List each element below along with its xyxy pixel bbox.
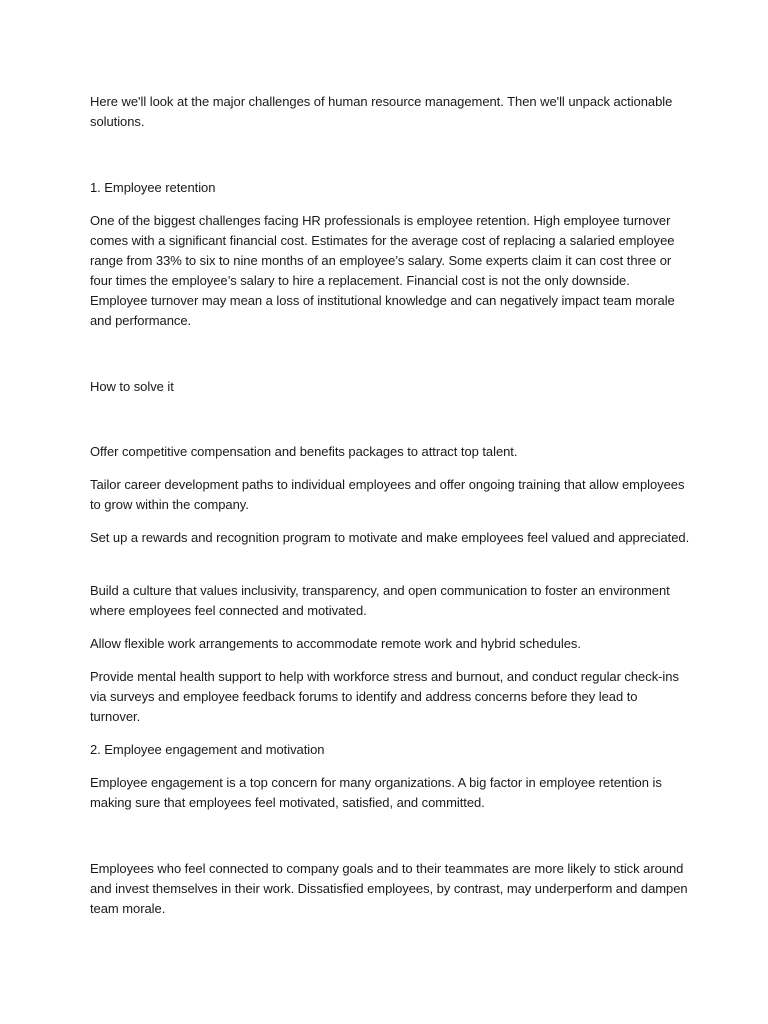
solution-item: Build a culture that values inclusivity, transparency, and open communication to foster an environment where employees feel connected and motivated. (90, 583, 670, 618)
solution-item: Allow flexible work arrangements to accommodate remote work and hybrid schedules. (90, 636, 581, 651)
solution-item: Provide mental health support to help with workforce stress and burnout, and conduct regular check-ins via surveys and employee feedback forums to identify and address concerns before they lead to turnover. (90, 669, 679, 724)
how-to-solve-heading: How to solve it (90, 379, 174, 394)
engagement-paragraph-1: Employee engagement is a top concern for many organizations. A big factor in employee retention is making sure that employees feel motivated, satisfied, and committed. (90, 775, 662, 810)
intro-paragraph: Here we'll look at the major challenges of human resource management. Then we'll unpack actionable solutions. (90, 94, 673, 129)
solution-item: Offer competitive compensation and benefits packages to attract top talent. (90, 444, 518, 459)
solution-item: Tailor career development paths to individual employees and offer ongoing training that allow employees to grow within the company. (90, 477, 685, 512)
section-heading-engagement: 2. Employee engagement and motivation (90, 742, 325, 757)
section-heading-employee-retention: 1. Employee retention (90, 180, 216, 195)
employee-retention-paragraph: One of the biggest challenges facing HR professionals is employee retention. High employee turnover comes with a significant financial cost. Estimates for the average cost of replacing a salaried employee range from 33% to six to nine months of an employee’s salary. Some experts claim it can cost three or four times the employee’s salary to hire a replacement. Financial cost is not the only downside. Employee turnover may mean a loss of institutional knowledge and can negatively impact team morale and performance. (90, 213, 675, 328)
engagement-paragraph-2: Employees who feel connected to company goals and to their teammates are more likely to stick around and invest themselves in their work. Dissatisfied employees, by contrast, may underperform and dampen team morale. (90, 861, 688, 916)
solution-item: Set up a rewards and recognition program to motivate and make employees feel valued and appreciated. (90, 530, 690, 545)
